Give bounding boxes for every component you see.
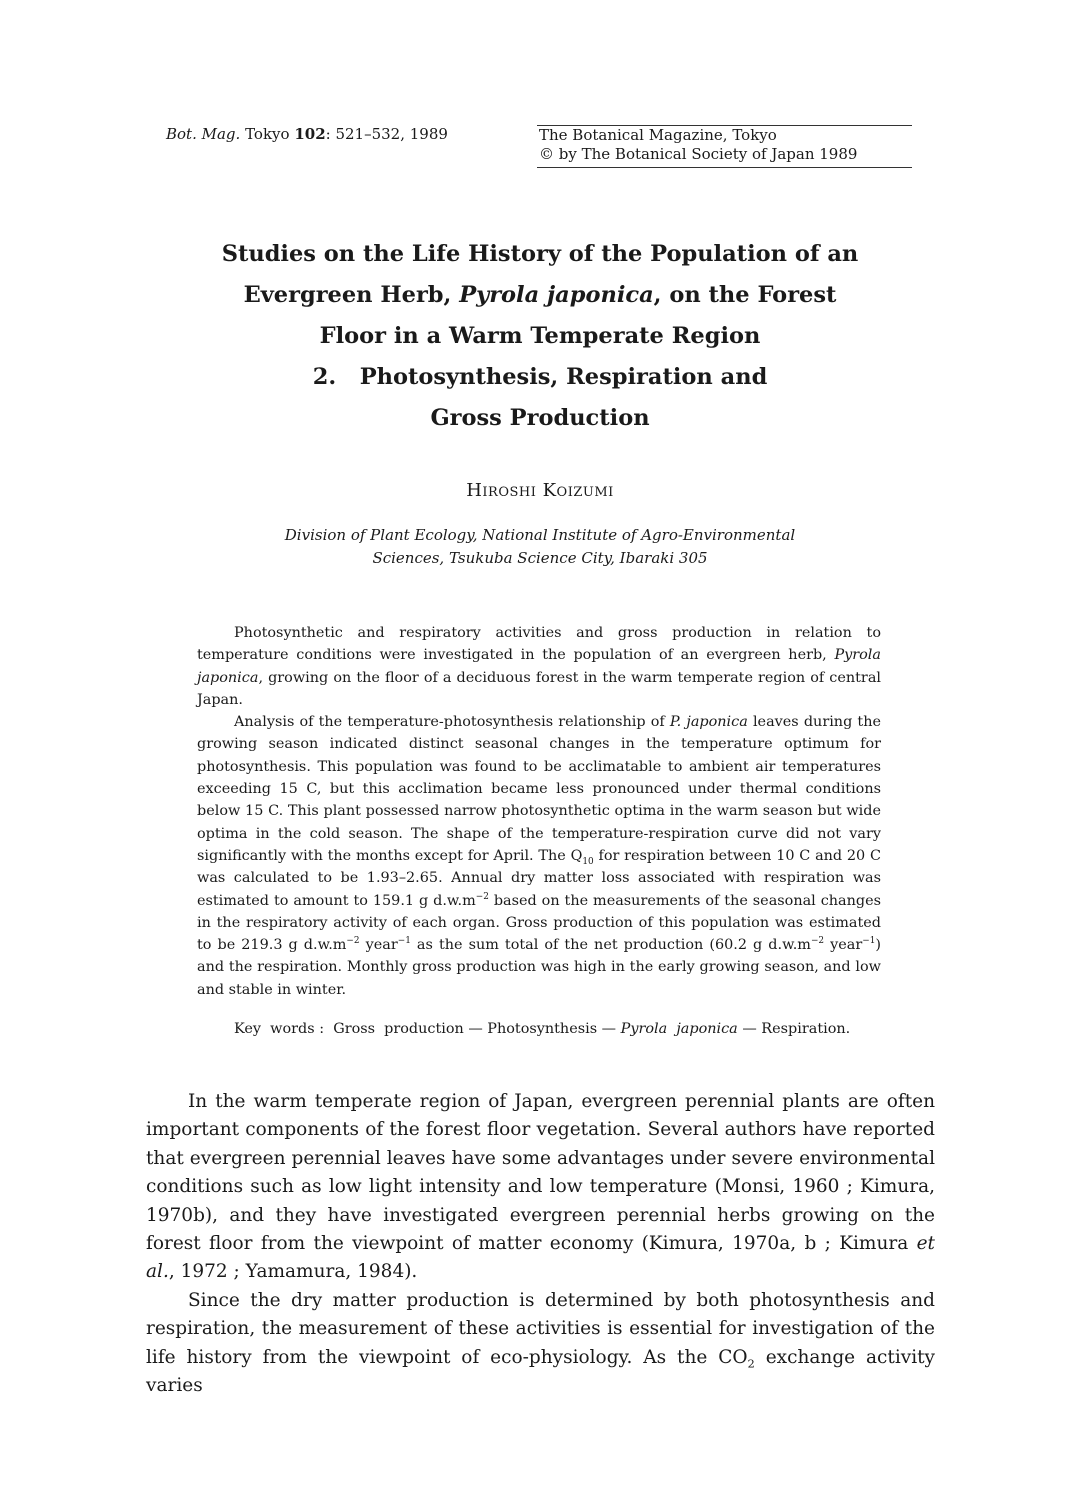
- body-text: [146, 1088, 935, 1400]
- title-species: Pyrola japonica: [459, 282, 654, 308]
- publisher-name: The Botanical Magazine, Tokyo: [539, 126, 777, 144]
- body-p1-text-b: , 1972 ; Yamamura, 1984).: [168, 1261, 418, 1283]
- unit-exponent-2: −2: [346, 936, 360, 947]
- q10-subscript: 10: [582, 856, 594, 867]
- abstract-p2-text-a: Analysis of the temperature-photosynthesis relationship of: [234, 714, 670, 731]
- abstract-p2-text-c: for respiration between 10 C and 20 C was calculated to be 1.93–2.65. Annual dry matter loss associated with respiration was estimated to amount to 159.1 g d.w.m: [197, 847, 881, 909]
- affiliation-line-2: Sciences, Tsukuba Science City, Ibaraki 305: [372, 549, 708, 567]
- abstract-p2-text-e: year: [359, 937, 398, 954]
- pages-year: : 521–532, 1989: [325, 125, 448, 143]
- title-line-2-pre: Evergreen Herb,: [243, 282, 460, 308]
- journal-abbrev: Bot. Mag.: [166, 125, 241, 143]
- affiliation: [200, 524, 880, 570]
- body-p2-text-a: Since the dry matter production is determined by both photosynthesis and respiration, the measurement of these activities is essential for investigation of the life history from the viewpoint of eco-physiology. As the CO: [146, 1289, 935, 1368]
- abstract-p2-species: P. japonica: [669, 714, 748, 731]
- title-line-5: Gross Production: [430, 405, 650, 431]
- title-line-2: [160, 275, 920, 316]
- keywords: [197, 1018, 881, 1040]
- affiliation-line-1: Division of Plant Ecology, National Institute of Agro-Environmental: [284, 526, 796, 544]
- unit-exponent-4: −2: [810, 936, 825, 947]
- abstract-paragraph-1: [197, 622, 881, 711]
- abstract-p2-text-d: based on the measurements of the seasonal changes in the respiratory activity of each organ. Gross production of this population was estimated to be 219.3 g d.w.m: [197, 892, 881, 954]
- co2-subscript: 2: [747, 1356, 755, 1371]
- citation-header: [166, 124, 448, 144]
- keywords-species: Pyrola japonica: [620, 1021, 738, 1037]
- volume-number: 102: [294, 125, 326, 143]
- abstract: [197, 622, 881, 1001]
- keywords-label: Key words :: [234, 1021, 325, 1037]
- body-p1-text-a: In the warm temperate region of Japan, evergreen perennial plants are often important components of the forest floor vegetation. Several authors have reported that evergreen perennial leaves have some advantages under severe environmental conditions such as low light intensity and low temperature (Monsi, 1960 ; Kimura, 1970b), and they have investigated evergreen perennial herbs growing on the forest floor from the viewpoint of matter economy (Kimura, 1970a, b ; Kimura: [146, 1091, 935, 1255]
- unit-exponent-5: −1: [862, 936, 876, 947]
- abstract-p1-species: Pyrola japonica: [197, 647, 881, 686]
- title-line-3: Floor in a Warm Temperate Region: [319, 323, 761, 349]
- copyright-line: © by The Botanical Society of Japan 1989: [539, 145, 858, 163]
- abstract-p2-text-b: leaves during the growing season indicated distinct seasonal changes in the temperature optimum for photosynthesis. This population was found to be acclimatable to ambient air temperatures exceeding 15 C, but this acclimation became less pronounced under thermal conditions below 15 C. This plant possessed narrow photosynthetic optima in the warm season but wide optima in the cold season. The shape of the temperature-respiration curve did not vary significantly with the months except for April. The Q: [197, 714, 881, 864]
- unit-exponent-1: −2: [475, 891, 489, 902]
- body-paragraph-1: [146, 1088, 935, 1287]
- title-line-4: 2. Photosynthesis, Respiration and: [312, 364, 768, 390]
- abstract-p2-text-g: year: [824, 937, 863, 954]
- title-line-2-post: , on the Forest: [653, 282, 837, 308]
- unit-exponent-3: −1: [397, 936, 411, 947]
- body-p2-text-b: exchange activity varies: [146, 1346, 936, 1397]
- abstract-p1-text-b: , growing on the floor of a deciduous forest in the warm temperate region of central Japan.: [197, 669, 881, 708]
- body-paragraph-2: [146, 1287, 935, 1401]
- keywords-list-a: Gross production — Photosynthesis —: [324, 1021, 621, 1037]
- abstract-p1-text-a: Photosynthetic and respiratory activities and gross production in relation to temperature conditions were investigated in the population of an evergreen herb,: [197, 625, 881, 664]
- abstract-p2-text-h: ) and the respiration. Monthly gross production was high in the early growing season, and low and stable in winter.: [197, 937, 882, 998]
- header-rule-bottom: [537, 167, 912, 168]
- journal-city: Tokyo: [245, 125, 290, 143]
- body-p1-etal: et al.: [146, 1233, 935, 1283]
- author-name: Hiroshi Koizumi: [466, 480, 614, 501]
- title-line-1: Studies on the Life History of the Population of an: [221, 241, 859, 267]
- keywords-list-b: — Respiration.: [737, 1021, 851, 1037]
- abstract-p2-text-f: as the sum total of the net production (60.2 g d.w.m: [410, 937, 811, 954]
- paper-title: [160, 234, 920, 439]
- abstract-paragraph-2: [197, 711, 881, 1001]
- publisher-header: [537, 125, 912, 168]
